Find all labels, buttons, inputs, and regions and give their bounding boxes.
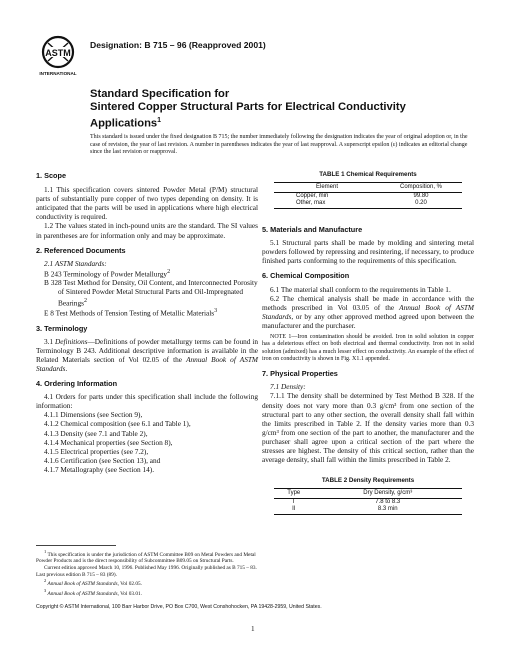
paragraph-1-2: 1.2 The values stated in inch-pound units are the standard. The SI values in parentheses are for information only and may be approximate. xyxy=(36,221,258,240)
title-line-1: Standard Specification for xyxy=(90,88,230,100)
paragraph-2-1 xyxy=(36,259,258,268)
paragraph-6-2-text: 6.2 The chemical analysis shall be made in accordance with the methods prescribed in Vol 03.05 of the xyxy=(262,293,474,312)
table-cell: Other, max xyxy=(274,200,380,209)
paragraph-2-1-text: 2.1 ASTM Standards: xyxy=(44,258,107,268)
title-line-2: Sintered Copper Structural Parts for Electrical Conductivity xyxy=(90,101,406,113)
footnote-1-mark: 1 xyxy=(44,549,47,554)
table-cell: 7.8 to 8.3 xyxy=(375,499,401,506)
paragraph-6-2-book: Annual Book of ASTM Standards xyxy=(262,302,474,321)
list-item: 4.1.3 Density (see 7.1 and Table 2), xyxy=(44,428,148,438)
table-row xyxy=(274,499,462,507)
table-1-col-composition: Composition, % xyxy=(380,183,462,193)
logo-subtext: INTERNATIONAL xyxy=(39,71,77,76)
astm-logo xyxy=(36,34,80,78)
section-heading-terminology: 3. Terminology xyxy=(36,323,88,333)
list-item: 4.1.6 Certification (see Section 13), and xyxy=(44,455,161,465)
table-2-caption: TABLE 2 Density Requirements xyxy=(321,477,415,485)
table-header-row xyxy=(274,183,462,193)
footnote-2-mark: 2 xyxy=(44,578,47,584)
list-item: 4.1.4 Mechanical properties (see Section 8), xyxy=(44,437,173,447)
section-heading-physical-properties: 7. Physical Properties xyxy=(262,369,338,379)
section-heading-scope: 1. Scope xyxy=(36,171,67,180)
table-2-col-type: Type xyxy=(274,489,314,499)
paragraph-5-1: 5.1 Structural parts shall be made by molding and sintering metal powders followed by repressing and resintering, if necessary, to produce finished parts conforming to the requirements of this specification. xyxy=(262,238,474,266)
table-1-col-element: Element xyxy=(274,183,380,193)
paragraph-3-1-end: . xyxy=(65,363,68,373)
table-row xyxy=(274,506,462,515)
paragraph-3-1-book: Annual Book of ASTM Standards xyxy=(36,354,258,373)
paragraph-4-1: 4.1 Orders for parts under this specification shall include the following information: xyxy=(36,392,258,411)
reference-b243-sup: 2 xyxy=(167,268,171,275)
paragraph-1-1: 1.1 This specification covers sintered Powder Metal (P/M) structural parts of substantially pure copper of two types depending on density. It is anticipated that the parts will be used in applications where high electrical conductivity is required. xyxy=(36,185,258,222)
footnotes xyxy=(36,549,258,597)
title-line-3 xyxy=(90,114,470,131)
table-row xyxy=(274,200,462,209)
footnote-2-book: Annual Book of ASTM Standards xyxy=(47,580,118,587)
paragraph-6-2 xyxy=(262,294,474,330)
paragraph-6-2-end: , or by any other approved method agreed upon between the manufacturer and the purchaser. xyxy=(262,311,474,330)
paragraph-7-1-text: 7.1 Density: xyxy=(270,382,306,392)
paragraph-3-1-text: —Definitions of powder metallurgy terms can be found in Terminology B 243. Additional descriptive information is available in the Related Materials section of Vol 02.05 of the xyxy=(36,336,258,364)
table-header-row xyxy=(274,489,462,499)
footnote-3-vol: , Vol 03.01. xyxy=(117,590,142,597)
reference-e8 xyxy=(36,307,258,318)
table-cell: I xyxy=(292,499,295,506)
standard-intro: This standard is issued under the fixed designation B 715; the number immediately following the designation indicates the year of original adoption or, in the case of revision, the year of last revision. A number in parentheses indicates the year of last reapproval. A superscript epsilon (ε) indicates an editorial change since the last revision or reapproval. xyxy=(90,134,468,156)
section-heading-chemical-composition: 6. Chemical Composition xyxy=(262,271,350,281)
paragraph-6-1: 6.1 The material shall conform to the requirements in Table 1. xyxy=(270,284,451,294)
reference-b328 xyxy=(36,278,258,307)
table-cell: Copper, min xyxy=(296,193,329,200)
table-cell: 0.20 xyxy=(380,200,462,209)
section-heading-referenced-documents: 2. Referenced Documents xyxy=(36,245,126,255)
table-cell: 8.3 min xyxy=(314,506,462,515)
list-item: 4.1.1 Dimensions (see Section 9), xyxy=(44,410,143,420)
designation: Designation: B 715 – 96 (Reapproved 2001) xyxy=(90,40,266,50)
table-2-col-density: Dry Density, g/cm³ xyxy=(314,489,462,499)
footnote-2-vol: , Vol 02.05. xyxy=(117,580,142,587)
footnote-1b: Current edition approved March 10, 1996. Published May 1996. Originally published as B 715 – 83. Last previous edition B 715 – 83 (89). xyxy=(36,564,257,578)
paragraph-7-1 xyxy=(262,382,474,391)
footnote-rule xyxy=(36,545,116,546)
page-number: 1 xyxy=(251,625,255,633)
footnote-3-book: Annual Book of ASTM Standards xyxy=(47,590,118,597)
footnote-2 xyxy=(36,578,258,587)
document-title xyxy=(90,88,470,131)
reference-b243 xyxy=(36,268,258,279)
section-heading-ordering-information: 4. Ordering Information xyxy=(36,379,118,389)
table-2 xyxy=(274,488,462,515)
table-1 xyxy=(274,182,462,209)
title-footnote-mark: 1 xyxy=(157,117,162,124)
list-item: 4.1.5 Electrical properties (see 7.2), xyxy=(44,446,149,456)
right-column xyxy=(262,170,474,515)
footnote-3-mark: 3 xyxy=(44,587,47,593)
title-line-3-text: Applications xyxy=(90,117,158,130)
paragraph-7-1-1: 7.1.1 The density shall be determined by Test Method B 328. If the density does not vary more than 0.3 g/cm³ from one section of the structural part to any other section, the overall density shall fall within the limits prescribed in Table 2. If the density varies more than 0.3 g/cm³ from one section of the part to another, the manufacturer and the purchaser shall agree upon a critical section of the part where the stresses are highest. The density of this critical section, rather than the average density, shall fall within the limits prescribed in Table 2. xyxy=(262,391,474,465)
table-cell: 99.80 xyxy=(413,193,429,200)
paragraph-3-1 xyxy=(36,337,258,373)
paragraph-3-1-lead: 3.1 xyxy=(44,336,56,346)
reference-e8-text: E 8 Test Methods of Tension Testing of Metallic Materials xyxy=(44,308,215,318)
logo-text: ASTM xyxy=(45,48,71,58)
reference-b328-text: B 328 Test Method for Density, Oil Content, and Interconnected Porosity of Sintered Powder Metal Structural Parts and Oil-Impregnated Bearings xyxy=(44,278,258,307)
table-1-caption: TABLE 1 Chemical Requirements xyxy=(319,171,417,178)
list-item: 4.1.7 Metallography (see Section 14). xyxy=(44,464,155,474)
footnote-3 xyxy=(36,588,258,597)
reference-b328-sup: 2 xyxy=(83,297,87,304)
paragraph-3-1-term: Definitions xyxy=(55,336,88,346)
footnote-1 xyxy=(36,549,258,565)
copyright-line: Copyright © ASTM International, 100 Barr Harbor Drive, PO Box C700, West Conshohocken, PA 19428-2959, United States. xyxy=(36,604,322,610)
left-column xyxy=(36,171,258,474)
section-heading-materials: 5. Materials and Manufacture xyxy=(262,225,363,235)
list-item: 4.1.2 Chemical composition (see 6.1 and Table 1), xyxy=(44,419,191,429)
table-row xyxy=(274,193,462,201)
footnote-1-text: This specification is under the jurisdiction of ASTM Committee B09 on Metal Powders and Metal Powder Products and is the direct responsibility of Subcommittee B09.05 on Structural Parts. xyxy=(36,551,256,565)
note-1: NOTE 1—Iron contamination should be avoided. Iron in solid solution in copper has a deleterious effect on both electrical and thermal conductivity. Iron not in solid solution (admixed) has a much lesser effect on conductivity. An example of the effect of iron on conductivity is shown in Fig. X1.1 appended. xyxy=(262,334,474,362)
table-cell: II xyxy=(274,506,314,515)
reference-b243-text: B 243 Terminology of Powder Metallurgy xyxy=(44,269,168,279)
reference-e8-sup: 3 xyxy=(214,308,218,315)
